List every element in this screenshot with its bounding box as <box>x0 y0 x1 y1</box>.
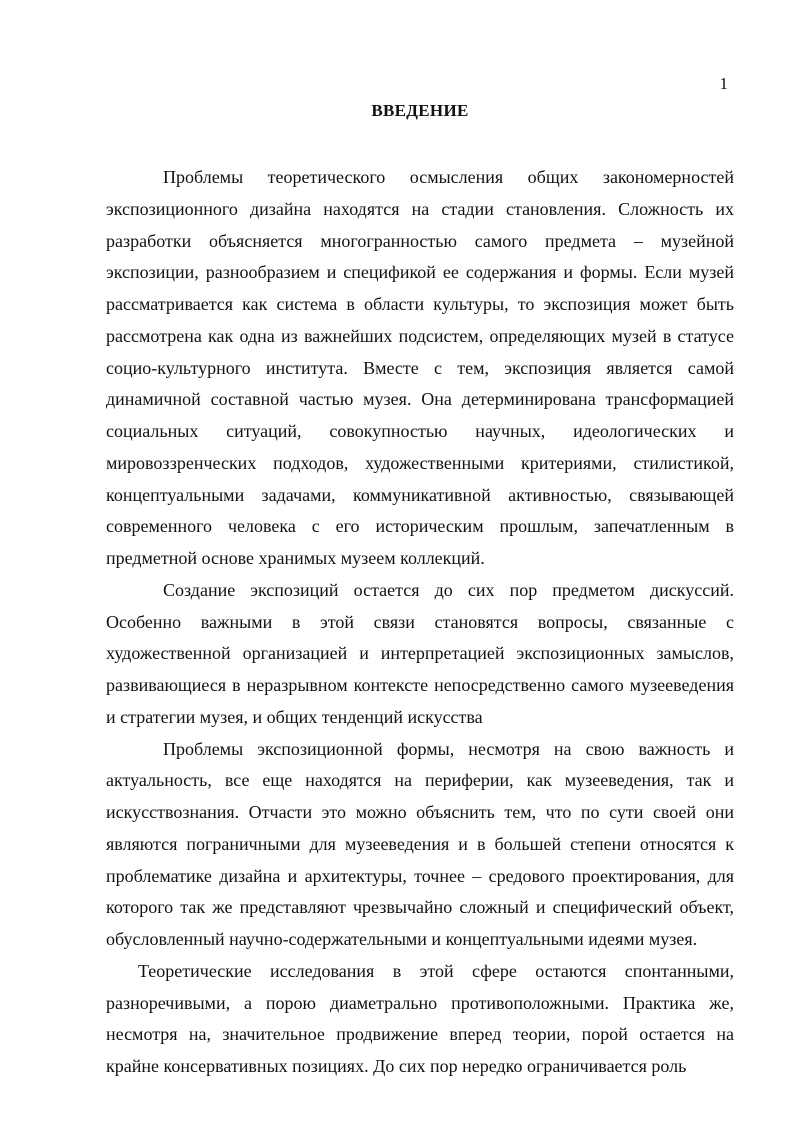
body-text <box>106 162 734 1083</box>
paragraph: Проблемы экспозиционной формы, несмотря на свою важность и актуальность, все еще находятся на периферии, как музееведения, так и искусствознания. Отчасти это можно объяснить тем, что по сути своей они являются пограничными для музееведения и в большей степени относятся к проблематике дизайна и архитектуры, точнее – средового проектирования, для которого так же представляют чрезвычайно сложный и специфический объект, обусловленный научно-содержательными и концептуальными идеями музея. <box>106 738 734 949</box>
page-number: 1 <box>719 74 728 93</box>
page-title: ВВЕДЕНИЕ <box>371 101 469 120</box>
paragraph: Проблемы теоретического осмысления общих закономерностей экспозиционного дизайна находятся на стадии становления. Сложность их разработки объясняется многогранностью самого предмета – музейной экспозиции, разнообразием и спецификой ее содержания и формы. Если музей рассматривается как система в области культуры, то экспозиция может быть рассмотрена как одна из важнейших подсистем, определяющих музей в статусе социо-культурного института. Вместе с тем, экспозиция является самой динамичной составной частью музея. Она детерминирована трансформацией социальных ситуаций, совокупностью научных, идеологических и мировоззренческих подходов, художественными критериями, стилистикой, концептуальными задачами, коммуникативной активностью, связывающей современного человека с его историческим прошлым, запечатленным в предметной основе хранимых музеем коллекций. <box>106 167 734 568</box>
paragraph: Создание экспозиций остается до сих пор предметом дискуссий. Особенно важными в этой связи становятся вопросы, связанные с художественной организацией и интерпретацией экспозиционных замыслов, развивающиеся в неразрывном контексте непосредственно самого музееведения и стратегии музея, и общих тенденций искусства <box>106 579 734 727</box>
paragraph: Теоретические исследования в этой сфере остаются спонтанными, разноречивыми, а порою диаметрально противоположными. Практика же, несмотря на, значительное продвижение вперед теории, порой остается на крайне консервативных позициях. До сих пор нередко ограничивается роль <box>106 960 734 1076</box>
